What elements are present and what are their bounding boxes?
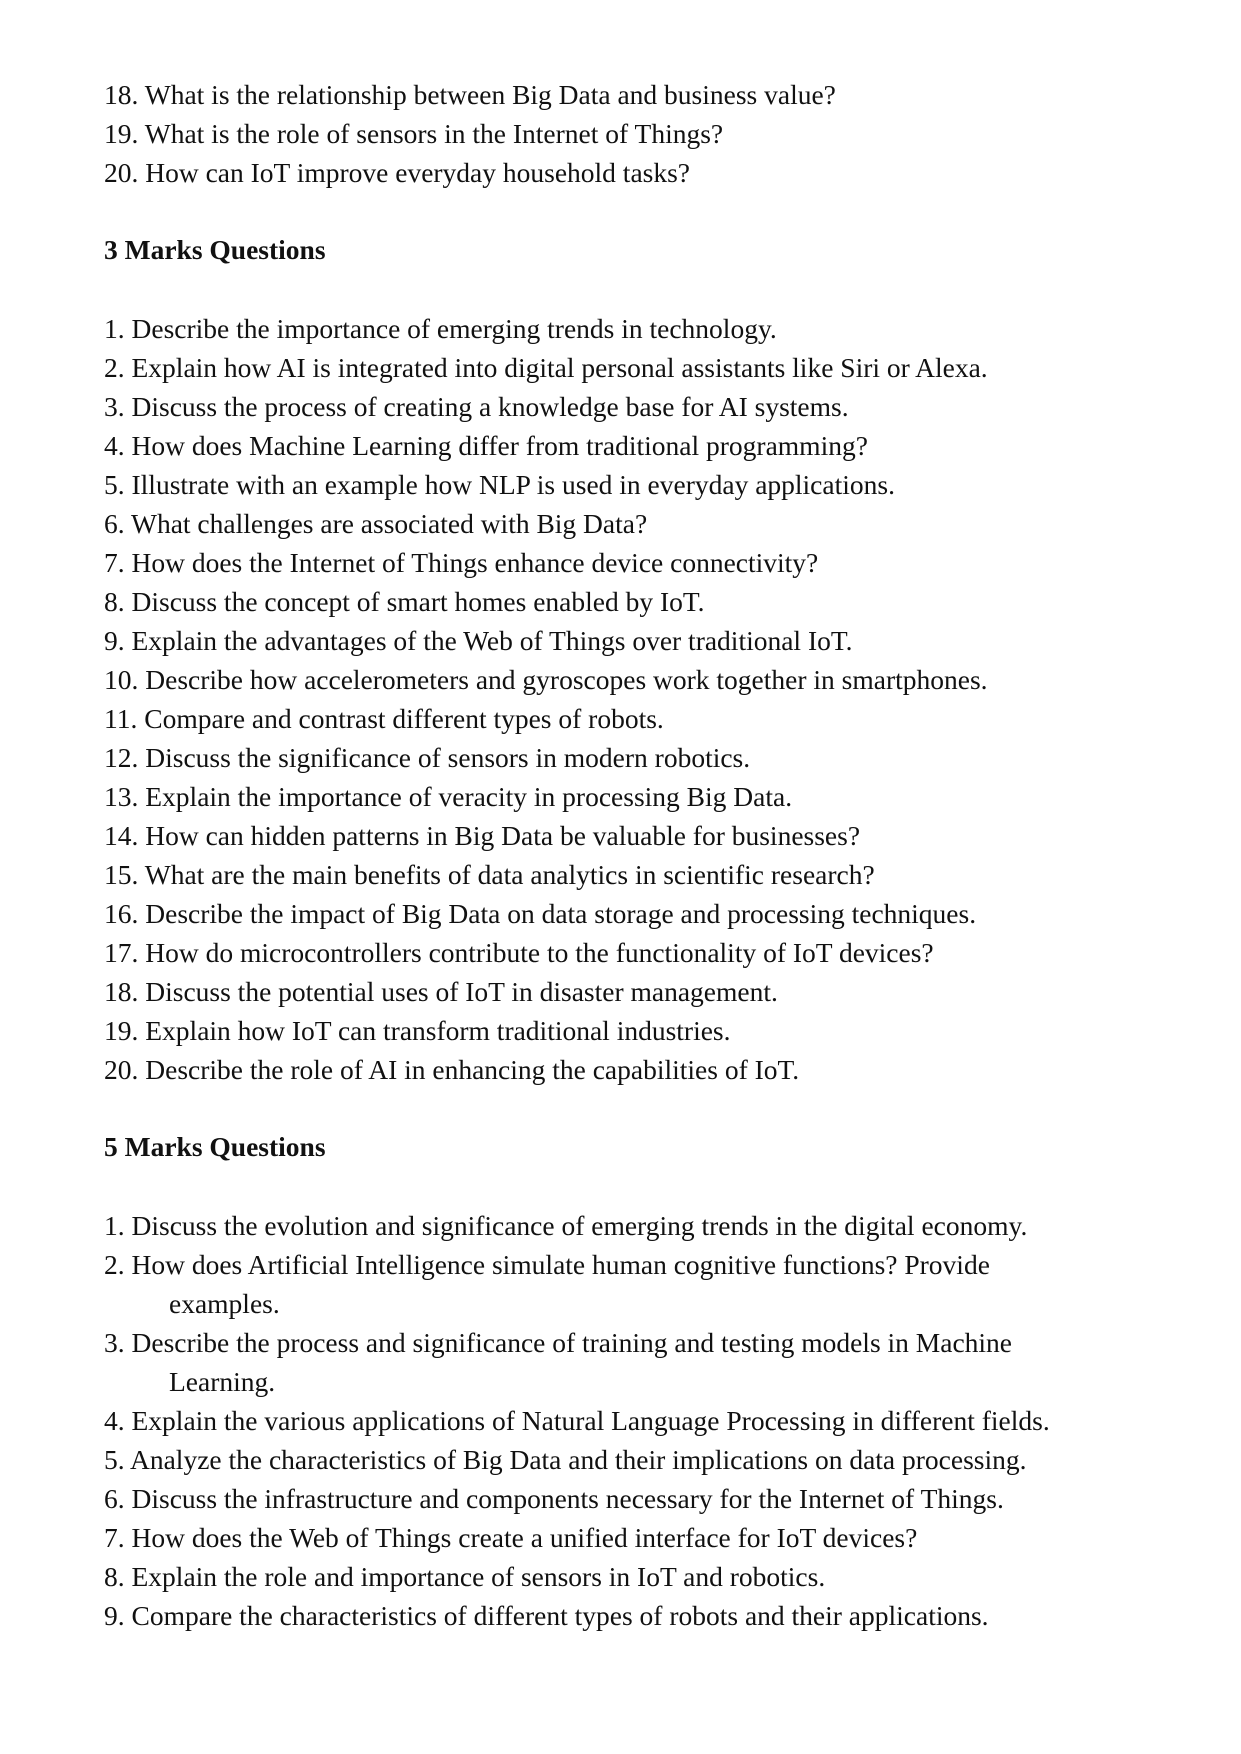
- section-heading-3-marks: 3 Marks Questions: [104, 234, 326, 265]
- question-text: 20. Describe the role of AI in enhancing the capabilities of IoT.: [104, 1054, 800, 1085]
- three-marks-questions-list: [104, 309, 1224, 1089]
- question-text: 3. Describe the process and significance of training and testing models in Machine: [104, 1327, 1012, 1358]
- question-text: 2. Explain how AI is integrated into digital personal assistants like Siri or Alexa.: [104, 352, 988, 383]
- question-text: 12. Discuss the significance of sensors in modern robotics.: [104, 742, 751, 773]
- question-item: [104, 1011, 1224, 1050]
- question-item: [104, 1596, 1224, 1635]
- question-text: 1. Discuss the evolution and significance of emerging trends in the digital economy.: [104, 1210, 1028, 1241]
- document-page: [104, 75, 1224, 1635]
- question-item: [104, 855, 1224, 894]
- question-item: [104, 1479, 1224, 1518]
- question-text: 1. Describe the importance of emerging trends in technology.: [104, 313, 777, 344]
- question-text: 13. Explain the importance of veracity in processing Big Data.: [104, 781, 793, 812]
- question-item: [104, 504, 1224, 543]
- question-text: 18. What is the relationship between Big Data and business value?: [104, 79, 836, 110]
- question-item: [104, 387, 1224, 426]
- question-text-continuation: examples.: [169, 1288, 280, 1319]
- question-item: [104, 972, 1224, 1011]
- question-item: [104, 1401, 1224, 1440]
- question-text-continuation: Learning.: [169, 1366, 276, 1397]
- question-item: [104, 621, 1224, 660]
- question-text: 15. What are the main benefits of data analytics in scientific research?: [104, 859, 875, 890]
- question-item: [104, 738, 1224, 777]
- question-item: [104, 543, 1224, 582]
- question-item: [104, 660, 1224, 699]
- question-text: 5. Illustrate with an example how NLP is used in everyday applications.: [104, 469, 895, 500]
- question-item: [104, 1206, 1224, 1245]
- question-text: 9. Compare the characteristics of different types of robots and their applications.: [104, 1600, 989, 1631]
- question-item: [104, 348, 1224, 387]
- question-text: 4. How does Machine Learning differ from traditional programming?: [104, 430, 868, 461]
- question-item: [104, 1440, 1224, 1479]
- question-text: 5. Analyze the characteristics of Big Data and their implications on data processing.: [104, 1444, 1027, 1475]
- question-text: 9. Explain the advantages of the Web of Things over traditional IoT.: [104, 625, 853, 656]
- question-item: [104, 75, 1224, 114]
- previous-questions-list: [104, 75, 1224, 192]
- question-item: [104, 1323, 1224, 1401]
- question-text: 6. What challenges are associated with Big Data?: [104, 508, 648, 539]
- question-item: [104, 1557, 1224, 1596]
- question-item: [104, 777, 1224, 816]
- question-text: 11. Compare and contrast different types of robots.: [104, 703, 664, 734]
- question-text: 7. How does the Internet of Things enhance device connectivity?: [104, 547, 819, 578]
- question-text: 6. Discuss the infrastructure and components necessary for the Internet of Things.: [104, 1483, 1004, 1514]
- question-text: 4. Explain the various applications of Natural Language Processing in different fields.: [104, 1405, 1050, 1436]
- question-item: [104, 153, 1224, 192]
- question-text: 3. Discuss the process of creating a knowledge base for AI systems.: [104, 391, 849, 422]
- question-text: 16. Describe the impact of Big Data on data storage and processing techniques.: [104, 898, 977, 929]
- question-item: [104, 933, 1224, 972]
- section-heading-5-marks: 5 Marks Questions: [104, 1131, 326, 1162]
- question-item: [104, 582, 1224, 621]
- question-item: [104, 894, 1224, 933]
- question-text: 14. How can hidden patterns in Big Data be valuable for businesses?: [104, 820, 861, 851]
- question-text: 20. How can IoT improve everyday household tasks?: [104, 157, 691, 188]
- question-item: [104, 1050, 1224, 1089]
- question-text: 8. Discuss the concept of smart homes enabled by IoT.: [104, 586, 705, 617]
- question-text: 17. How do microcontrollers contribute to the functionality of IoT devices?: [104, 937, 934, 968]
- five-marks-questions-list: [104, 1206, 1224, 1635]
- question-text: 8. Explain the role and importance of sensors in IoT and robotics.: [104, 1561, 826, 1592]
- question-item: [104, 426, 1224, 465]
- question-item: [104, 1518, 1224, 1557]
- question-text: 10. Describe how accelerometers and gyroscopes work together in smartphones.: [104, 664, 988, 695]
- question-text: 18. Discuss the potential uses of IoT in disaster management.: [104, 976, 778, 1007]
- question-item: [104, 816, 1224, 855]
- question-item: [104, 699, 1224, 738]
- question-item: [104, 114, 1224, 153]
- question-item: [104, 309, 1224, 348]
- question-item: [104, 465, 1224, 504]
- question-text: 19. What is the role of sensors in the Internet of Things?: [104, 118, 724, 149]
- question-text: 19. Explain how IoT can transform traditional industries.: [104, 1015, 731, 1046]
- question-text: 2. How does Artificial Intelligence simulate human cognitive functions? Provide: [104, 1249, 990, 1280]
- question-item: [104, 1245, 1224, 1323]
- question-text: 7. How does the Web of Things create a unified interface for IoT devices?: [104, 1522, 918, 1553]
